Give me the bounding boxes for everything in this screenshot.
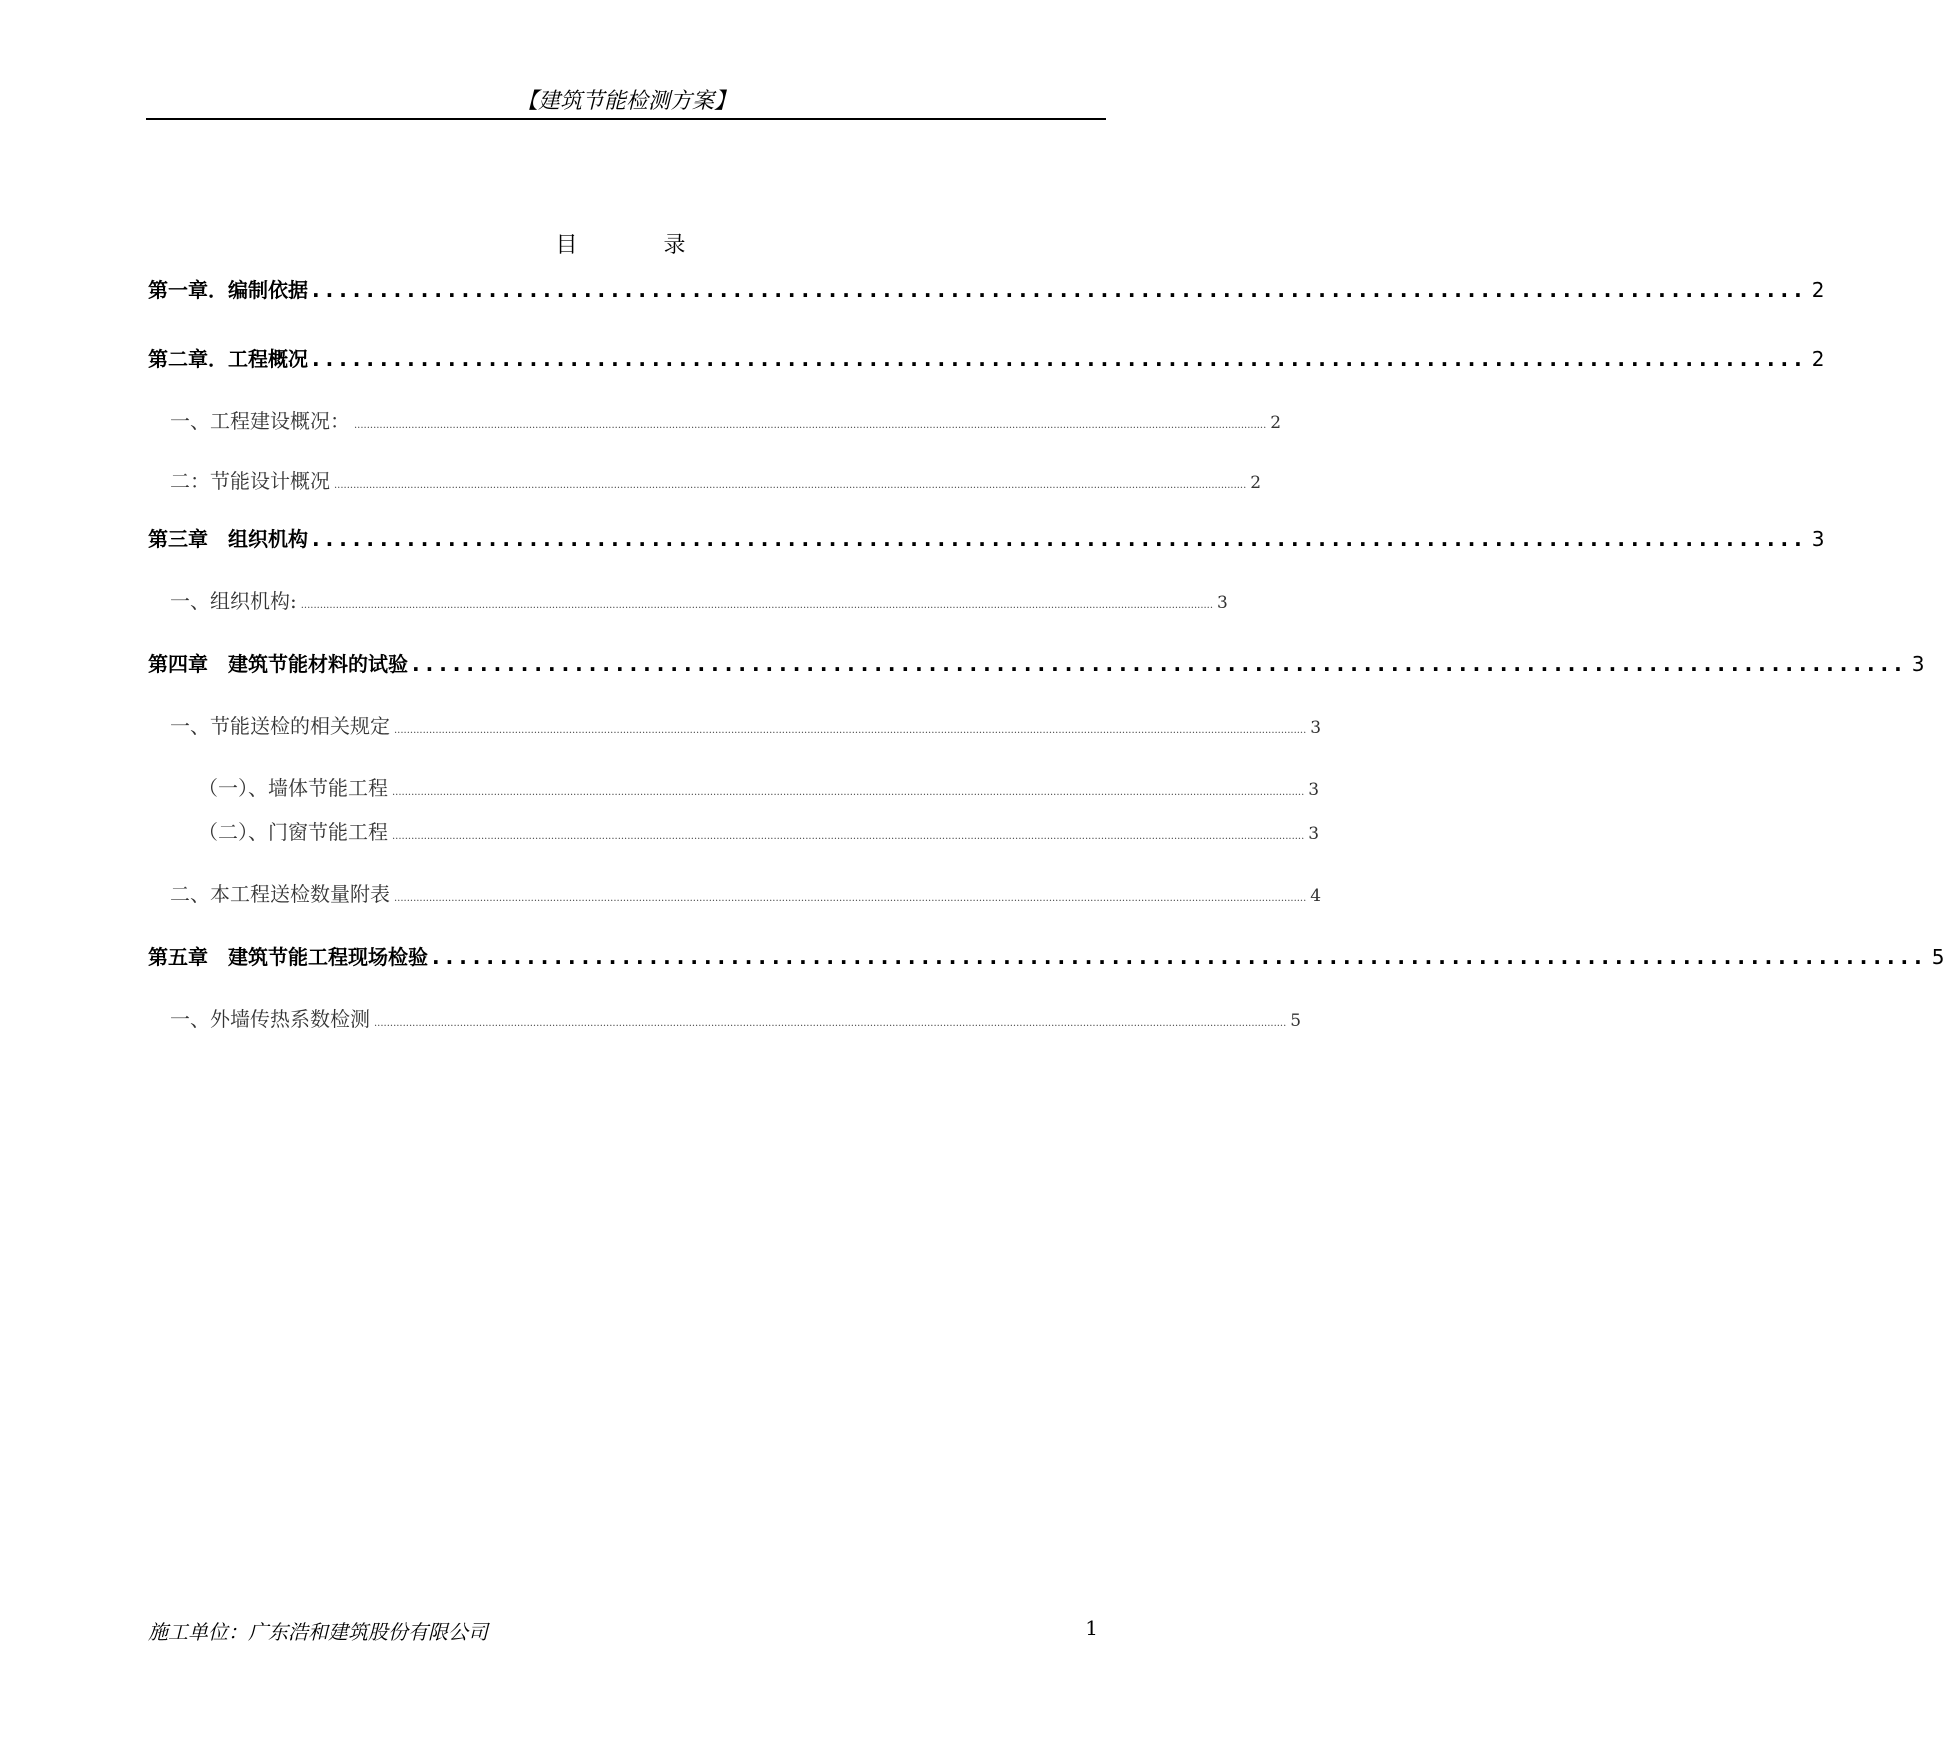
toc-entry-subsection[interactable] — [198, 772, 1320, 802]
toc-entry-section[interactable] — [170, 878, 1322, 908]
toc-entry-chapter-5[interactable] — [148, 941, 1944, 971]
toc-entry-label: 第三章 组织机构 — [148, 527, 308, 551]
toc-entry-page: 2 — [1811, 278, 1825, 302]
header-rule — [146, 118, 1106, 120]
toc-entry-page: 2 — [1811, 347, 1825, 371]
toc-entry-page: 5 — [1931, 945, 1944, 969]
page-footer — [148, 1616, 1098, 1646]
toc-entry-label: 第一章．编制依据 — [148, 278, 308, 302]
toc-dot-leader: ............................................................................................................................................................................................................................................................................................... — [394, 893, 1307, 904]
toc-entry-label: （一）、墙体节能工程 — [198, 776, 388, 800]
toc-entry-section[interactable] — [170, 465, 1262, 495]
page-header — [146, 88, 1106, 120]
footer-company: 施工单位：广东浩和建筑股份有限公司 — [148, 1620, 488, 1644]
toc-entry-section[interactable] — [170, 1003, 1302, 1033]
toc-entry-section[interactable] — [170, 405, 1282, 435]
toc-entry-page: 2 — [1250, 473, 1262, 493]
toc-entry-label: 一、外墙传热系数检测 — [170, 1007, 370, 1031]
toc-dot-leader: .............................................................................................................. — [312, 347, 1808, 371]
toc-entry-label: （二）、门窗节能工程 — [198, 820, 388, 844]
header-title: 【建筑节能检测方案】 — [515, 89, 736, 114]
toc-entry-chapter-4[interactable] — [148, 648, 1925, 678]
toc-title-char-2: 录 — [663, 233, 686, 258]
toc-entry-page: 4 — [1310, 886, 1322, 906]
toc-dot-leader: ............................................................................................................................................................................................................................................................................................... — [374, 1018, 1287, 1029]
toc-dot-leader: ............................................................................................................................................................................................................................................................................................... — [300, 600, 1214, 611]
toc-dot-leader: ............................................................................................................................................................................................................................................................................................... — [392, 831, 1305, 842]
toc-entry-label: 第五章 建筑节能工程现场检验 — [148, 945, 428, 969]
toc-entry-label: 第四章 建筑节能材料的试验 — [148, 652, 408, 676]
toc-dot-leader: .............................................................................................................. — [312, 278, 1808, 302]
toc-entry-section[interactable] — [170, 710, 1322, 740]
toc-entry-page: 3 — [1811, 527, 1825, 551]
toc-dot-leader: .............................................................................................................. — [412, 652, 1908, 676]
toc-entry-page: 3 — [1217, 593, 1228, 613]
toc-entry-page: 3 — [1911, 652, 1925, 676]
toc-entry-label: 第二章．工程概况 — [148, 347, 308, 371]
toc-entry-page: 3 — [1308, 824, 1320, 844]
toc-entry-page: 3 — [1308, 780, 1320, 800]
toc-title — [0, 228, 1241, 259]
toc-entry-page: 5 — [1290, 1011, 1302, 1031]
footer-page-number: 1 — [1085, 1616, 1098, 1640]
toc-dot-leader: ............................................................................................................................................................................................................................................................................................... — [394, 725, 1307, 736]
toc-title-char-1: 目 — [555, 233, 578, 258]
toc-entry-label: 一、工程建设概况： — [170, 409, 350, 433]
toc-entry-chapter-2[interactable] — [148, 343, 1825, 373]
toc-entry-page: 3 — [1310, 718, 1322, 738]
toc-dot-leader: ............................................................................................................................................................................................................................................................................................... — [354, 420, 1267, 431]
toc-dot-leader: ............................................................................................................................................................................................................................................................................................... — [392, 787, 1305, 798]
toc-entry-label: 二：节能设计概况 — [170, 469, 330, 493]
toc-dot-leader: .............................................................................................................. — [432, 945, 1928, 969]
toc-entry-page: 2 — [1270, 413, 1282, 433]
toc-dot-leader: ............................................................................................................................................................................................................................................................................................... — [334, 480, 1247, 491]
toc-entry-label: 一、组织机构: — [170, 589, 297, 613]
toc-entry-subsection[interactable] — [198, 816, 1320, 846]
toc-dot-leader: .............................................................................................................. — [312, 527, 1808, 551]
toc-entry-label: 一、节能送检的相关规定 — [170, 714, 390, 738]
toc-entry-section[interactable] — [170, 585, 1228, 615]
toc-entry-chapter-3[interactable] — [148, 523, 1825, 553]
toc-entry-label: 二、本工程送检数量附表 — [170, 882, 390, 906]
toc-entry-chapter-1[interactable] — [148, 274, 1825, 304]
